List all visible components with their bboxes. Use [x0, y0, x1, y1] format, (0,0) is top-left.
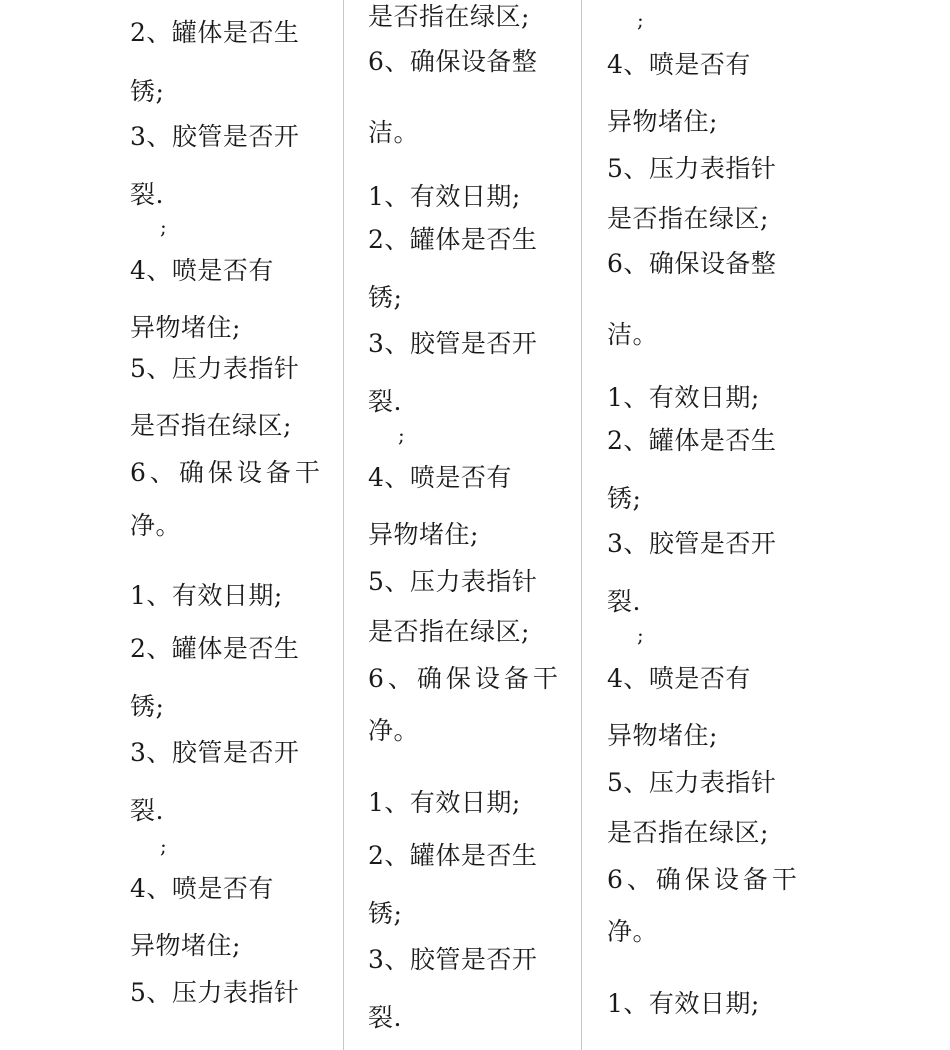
- text-line: 6、确保设备整: [368, 47, 538, 76]
- text-line: ;: [637, 8, 645, 32]
- text-line: 2、罐体是否生: [368, 841, 538, 870]
- text-line: 净。: [130, 511, 182, 540]
- text-line: 6、确保设备干: [368, 664, 562, 693]
- text-line: 1、有效日期;: [368, 788, 521, 817]
- text-line: 4、喷是否有: [130, 256, 274, 285]
- text-line: 锈;: [607, 484, 642, 513]
- text-line: 2、罐体是否生: [130, 18, 300, 47]
- text-line: 裂.: [607, 587, 641, 616]
- text-line: 5、压力表指针: [607, 768, 777, 797]
- text-line: 1、有效日期;: [607, 989, 760, 1018]
- text-line: 6、确保设备干: [130, 458, 324, 487]
- text-line: 异物堵住;: [130, 931, 241, 960]
- text-line: 3、胶管是否开: [607, 529, 777, 558]
- text-line: 1、有效日期;: [368, 182, 521, 211]
- text-line: 3、胶管是否开: [368, 329, 538, 358]
- text-line: 2、罐体是否生: [130, 634, 300, 663]
- text-line: 异物堵住;: [368, 520, 479, 549]
- text-line: 异物堵住;: [607, 107, 718, 136]
- text-line: 4、喷是否有: [607, 664, 751, 693]
- text-line: 洁。: [368, 118, 420, 147]
- text-line: 净。: [368, 716, 420, 745]
- text-line: 裂.: [130, 180, 164, 209]
- text-line: 6、确保设备整: [607, 249, 777, 278]
- text-line: 6、确保设备干: [607, 865, 801, 894]
- column-divider: [343, 0, 344, 1050]
- text-line: 2、罐体是否生: [607, 426, 777, 455]
- text-line: 裂.: [130, 796, 164, 825]
- text-line: 锈;: [130, 692, 165, 721]
- text-column-2: [368, 0, 573, 1050]
- text-line: ;: [637, 623, 645, 647]
- text-line: 5、压力表指针: [130, 978, 300, 1007]
- text-line: 1、有效日期;: [607, 383, 760, 412]
- text-line: 锈;: [368, 283, 403, 312]
- text-line: 5、压力表指针: [607, 154, 777, 183]
- text-line: 3、胶管是否开: [130, 122, 300, 151]
- text-line: 锈;: [368, 899, 403, 928]
- text-line: 是否指在绿区;: [368, 617, 530, 646]
- text-line: 3、胶管是否开: [130, 738, 300, 767]
- text-line: 净。: [607, 917, 659, 946]
- text-line: 3、胶管是否开: [368, 945, 538, 974]
- text-line: ;: [398, 423, 406, 447]
- text-line: 4、喷是否有: [607, 50, 751, 79]
- text-line: 洁。: [607, 320, 659, 349]
- text-line: 5、压力表指针: [130, 354, 300, 383]
- text-line: 异物堵住;: [130, 313, 241, 342]
- text-line: 2、罐体是否生: [368, 225, 538, 254]
- column-divider: [581, 0, 582, 1050]
- text-line: ;: [160, 834, 168, 858]
- text-line: 是否指在绿区;: [368, 2, 530, 31]
- text-column-1: [130, 0, 335, 1050]
- text-line: 是否指在绿区;: [607, 818, 769, 847]
- text-line: 裂.: [368, 387, 402, 416]
- text-line: 1、有效日期;: [130, 581, 283, 610]
- text-line: 5、压力表指针: [368, 567, 538, 596]
- text-line: 锈;: [130, 77, 165, 106]
- text-line: 4、喷是否有: [130, 874, 274, 903]
- text-line: 是否指在绿区;: [130, 411, 292, 440]
- text-line: 异物堵住;: [607, 721, 718, 750]
- text-line: 4、喷是否有: [368, 463, 512, 492]
- text-line: 是否指在绿区;: [607, 204, 769, 233]
- text-column-3: [607, 0, 812, 1050]
- text-line: ;: [160, 215, 168, 239]
- text-line: 裂.: [368, 1003, 402, 1032]
